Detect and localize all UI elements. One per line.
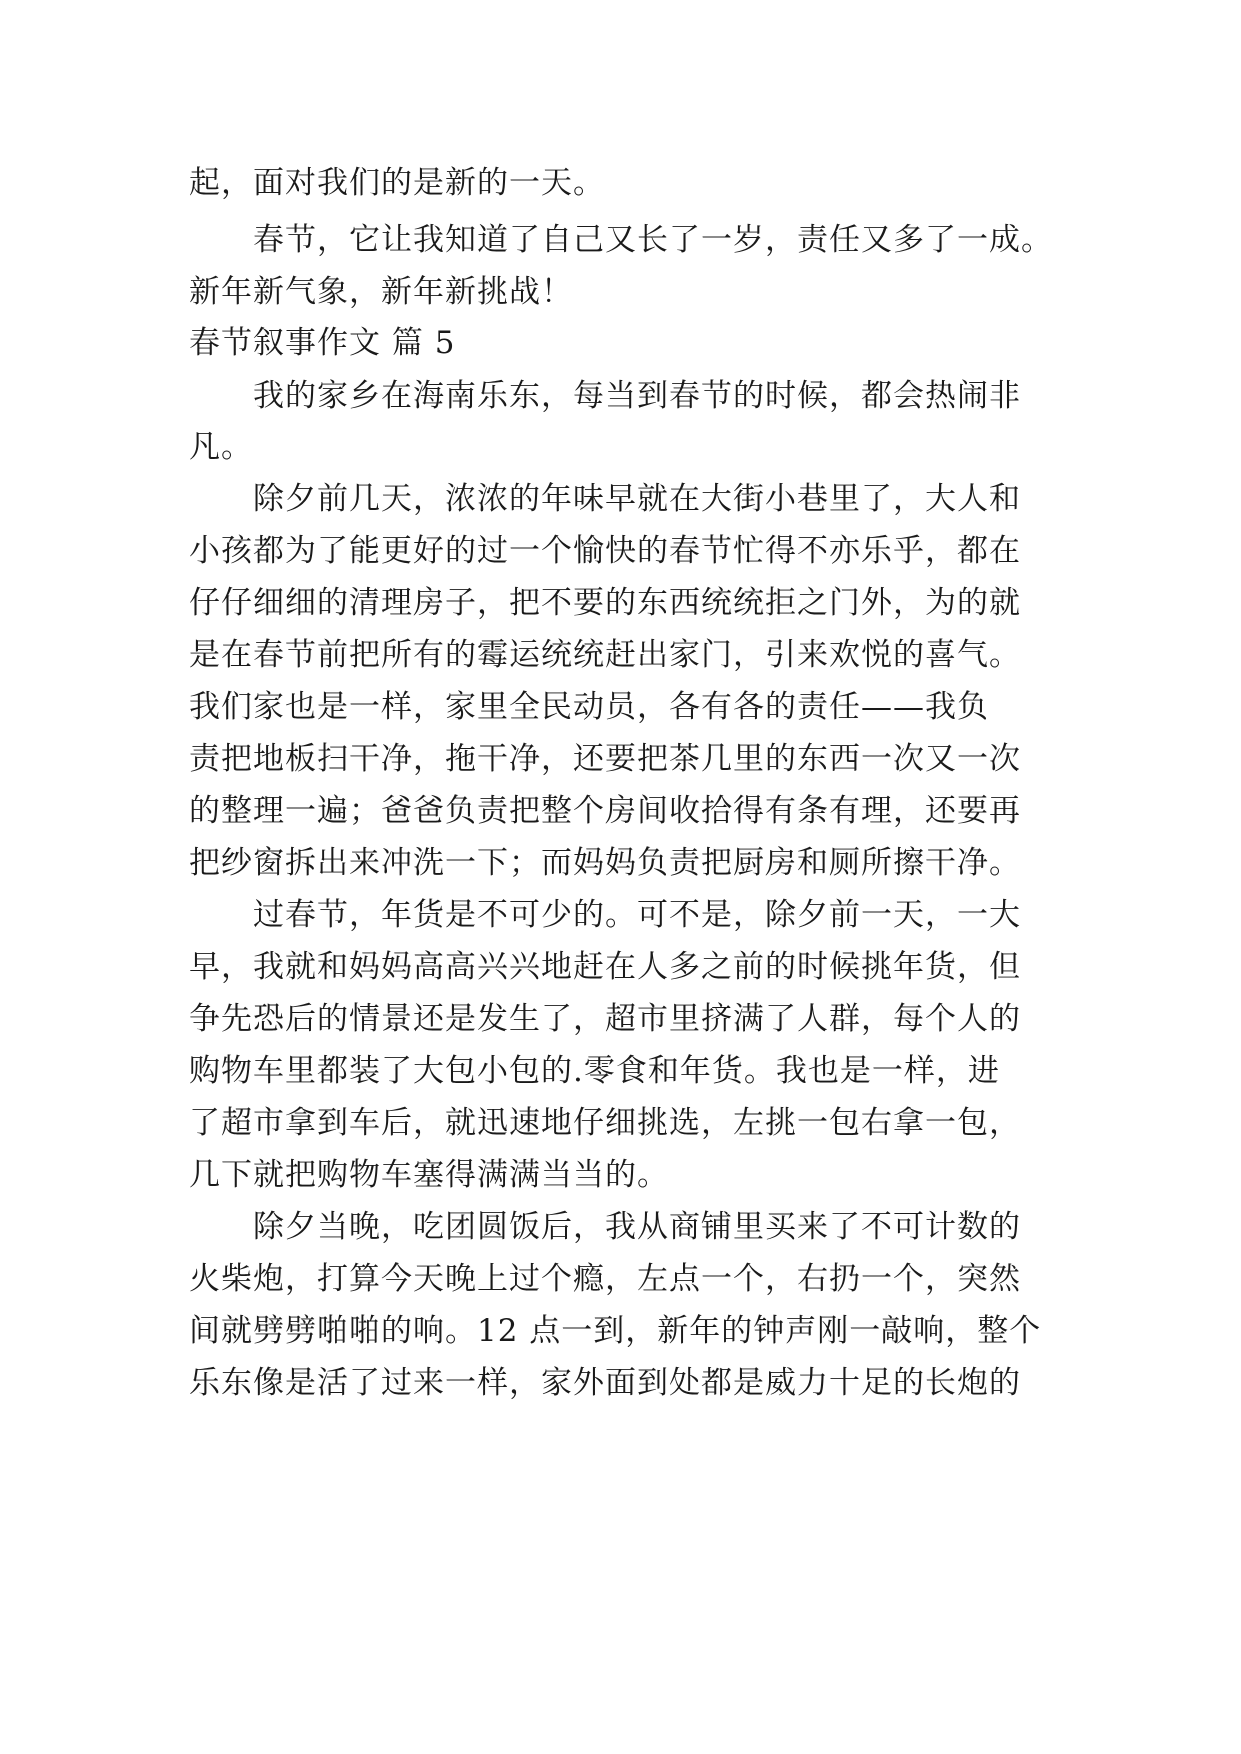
- text-line: 除夕前几天，浓浓的年味早就在大街小巷里了，大人和: [253, 481, 1021, 517]
- text-line: 责把地板扫干净，拖干净，还要把茶几里的东西一次又一次: [189, 741, 1021, 777]
- section-heading: 春节叙事作文 篇 5: [189, 325, 456, 361]
- text-line: 把纱窗拆出来冲洗一下；而妈妈负责把厨房和厕所擦干净。: [189, 845, 1021, 881]
- text-line: 火柴炮，打算今天晚上过个瘾，左点一个，右扔一个，突然: [189, 1261, 1021, 1297]
- text-line: 仔仔细细的清理房子，把不要的东西统统拒之门外，为的就: [189, 585, 1021, 621]
- text-line: 我们家也是一样，家里全民动员，各有各的责任——我负: [189, 689, 989, 725]
- text-line: 早，我就和妈妈高高兴兴地赶在人多之前的时候挑年货，但: [189, 949, 1021, 985]
- text-line: 过春节，年货是不可少的。可不是，除夕前一天，一大: [253, 897, 1021, 933]
- text-line: 春节，它让我知道了自己又长了一岁，责任又多了一成。: [253, 222, 1053, 258]
- text-line: 是在春节前把所有的霉运统统赶出家门，引来欢悦的喜气。: [189, 637, 1021, 673]
- text-line: 了超市拿到车后，就迅速地仔细挑选，左挑一包右拿一包，: [189, 1105, 1021, 1141]
- text-line: 起，面对我们的是新的一天。: [189, 165, 605, 201]
- text-line: 新年新气象，新年新挑战！: [189, 274, 573, 310]
- text-line: 小孩都为了能更好的过一个愉快的春节忙得不亦乐乎，都在: [189, 533, 1021, 569]
- text-line: 我的家乡在海南乐东，每当到春节的时候，都会热闹非: [253, 378, 1021, 414]
- text-line: 除夕当晚，吃团圆饭后，我从商铺里买来了不可计数的: [253, 1209, 1021, 1245]
- text-line: 乐东像是活了过来一样，家外面到处都是威力十足的长炮的: [189, 1365, 1021, 1401]
- text-line: 购物车里都装了大包小包的.零食和年货。我也是一样，进: [189, 1053, 1000, 1089]
- text-line: 几下就把购物车塞得满满当当的。: [189, 1157, 669, 1193]
- text-line: 凡。: [189, 429, 253, 465]
- text-line: 间就劈劈啪啪的响。12 点一到，新年的钟声刚一敲响，整个: [189, 1313, 1042, 1349]
- text-line: 的整理一遍；爸爸负责把整个房间收拾得有条有理，还要再: [189, 793, 1021, 829]
- text-line: 争先恐后的情景还是发生了，超市里挤满了人群，每个人的: [189, 1001, 1021, 1037]
